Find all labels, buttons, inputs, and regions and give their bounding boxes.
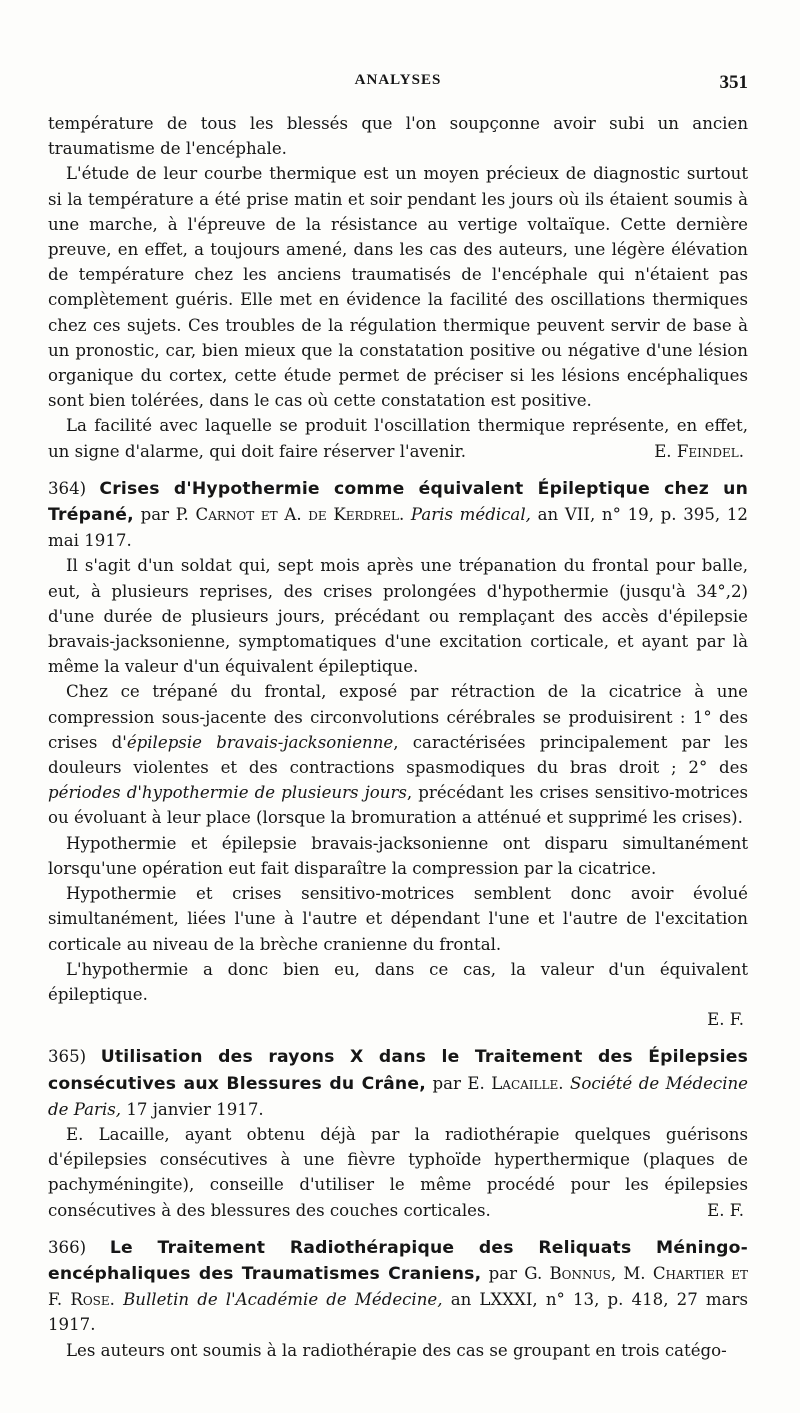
article-366-citation: an LXXXI, n° 13, p. 418, 27 mars 1917.	[48, 1290, 748, 1335]
article-364-paragraph-3: Hypothermie et épilepsie bravais-jacksonienne ont disparu simultanément lorsqu'une opération eut fait disparaître la compression par la cicatrice.	[48, 833, 748, 878]
article-364-heading	[48, 476, 748, 554]
article-366-authors: G. Bonnus, M. Chartier et F. Rose.	[48, 1263, 748, 1310]
article-366-title: Le Traitement Radiothérapique des Reliquats Méningo-encéphaliques des Traumatismes Craniens,	[48, 1237, 748, 1284]
article-366-ref-by: par	[488, 1263, 518, 1283]
article-365-paragraph-1-text: E. Lacaille, ayant obtenu déjà par la radiothérapie quelques guérisons d'épilepsies consécutives à une fièvre typhoïde hyperthermique (plaques de pachyméningite), conseille d'utiliser le même procédé pour les épilepsies consécutives à des blessures des couches corticales.	[48, 1124, 748, 1220]
article-366-number: 366)	[48, 1237, 87, 1257]
article-364-p2-e: , précédant les crises sensitivo-motrices ou évoluant à leur place (lorsque la bromuration a atténué et supprimé les crises).	[48, 783, 748, 828]
signature-feindel: E. Feindel.	[654, 441, 744, 461]
article-364-p2-c: , caractérisées principalement par les douleurs violentes et des contractions spasmodiques du bras droit ; 2° des	[48, 732, 748, 778]
article-364-p2-d: périodes d'hypothermie de plusieurs jours	[48, 783, 407, 803]
article-366-journal: Bulletin de l'Académie de Médecine,	[123, 1290, 443, 1310]
article-364-paragraph-4: Hypothermie et crises sensitivo-motrices semblent donc avoir évolué simultanément, liées l'une à l'autre et dépendant l'une et l'autre de l'excitation corticale au niveau de la brèche cranienne du frontal.	[48, 884, 748, 954]
article-364-ref-by: par	[140, 505, 170, 525]
spacer	[48, 1032, 748, 1044]
article-364-citation: an VII, n° 19, p. 395, 12 mai 1917.	[48, 505, 748, 551]
article-366-paragraph-1: Les auteurs ont soumis à la radiothérapie des cas se groupant en trois catégo-	[66, 1340, 727, 1360]
article-364-paragraph-2	[48, 679, 748, 830]
intro-paragraph-3	[48, 413, 748, 463]
article-365-citation: 17 janvier 1917.	[126, 1099, 264, 1119]
running-head	[48, 72, 748, 98]
article-364-journal: Paris médical,	[410, 505, 531, 525]
page-number: 351	[719, 72, 748, 93]
article-364-authors: P. Carnot et A. de Kerdrel.	[175, 505, 405, 525]
article-364-p2-b: épilepsie bravais-jacksonienne	[126, 732, 394, 752]
intro-paragraph-1: température de tous les blessés que l'on soupçonne avoir subi un ancien traumatisme de l'encéphale.	[48, 114, 748, 159]
article-365-authors: E. Lacaille.	[467, 1073, 564, 1093]
article-364-p2-a: Chez ce trépané du frontal, exposé par rétraction de la cicatrice à une compression sous-jacente des circonvolutions cérébrales se produisirent : 1° des crises d'	[48, 682, 748, 752]
article-364-title: Crises d'Hypothermie comme équivalent Épileptique chez un Trépané,	[48, 478, 749, 526]
intro-paragraph-3-text: La facilité avec laquelle se produit l'oscillation thermique représente, en effet, un signe d'alarme, qui doit faire réserver l'avenir.	[48, 416, 748, 461]
article-365-title: Utilisation des rayons X dans le Traitement des Épilepsies consécutives aux Blessures du Crâne,	[48, 1047, 749, 1094]
article-365-heading	[48, 1044, 748, 1122]
article-364-paragraph-5: L'hypothermie a donc bien eu, dans ce cas, la valeur d'un équivalent épileptique.	[48, 959, 748, 1004]
article-365-ref-by: par	[432, 1073, 461, 1093]
article-365-journal: Société de Médecine de Paris,	[48, 1073, 749, 1119]
article-364-paragraph-1: Il s'agit d'un soldat qui, sept mois après une trépanation du frontal pour balle, eut, à plusieurs reprises, des crises prolongées d'hypothermie (jusqu'à 34°,2) d'une durée de plusieurs jours, précédant ou remplaçant des accès d'épilepsie bravais-jacksonienne, symptomatiques d'une excitation corticale, et ayant par là même la valeur d'un équivalent épileptique.	[48, 556, 748, 677]
page-body	[48, 111, 748, 1363]
article-364-number: 364)	[48, 478, 87, 498]
article-364-signature: E. F.	[707, 1010, 744, 1030]
intro-paragraph-2: L'étude de leur courbe thermique est un moyen précieux de diagnostic surtout si la température a été prise matin et soir pendant les jours où ils étaient soumis à une marche, à l'épreuve de la résistance au vertige voltaïque. Cette dernière preuve, en effet, a toujours amené, dans les cas des auteurs, une légère élévation de température chez les anciens traumatisés de l'encéphale qui n'étaient pas complètement guéris. Elle met en évidence la facilité des oscillations thermiques chez ces sujets. Ces troubles de la régulation thermique peuvent servir de base à un pronostic, car, bien mieux que la constatation positive ou négative d'une lésion organique du cortex, cette étude permet de préciser si les lésions encéphaliques sont bien tolérées, dans le cas où cette constatation est positive.	[48, 164, 748, 411]
running-title: ANALYSES	[354, 72, 442, 88]
article-365-signature: E. F.	[707, 1200, 744, 1220]
spacer	[48, 464, 748, 476]
article-366-heading	[48, 1235, 748, 1338]
article-365-paragraph-1	[48, 1122, 748, 1223]
article-365-number: 365)	[48, 1047, 87, 1067]
spacer	[48, 1223, 748, 1235]
